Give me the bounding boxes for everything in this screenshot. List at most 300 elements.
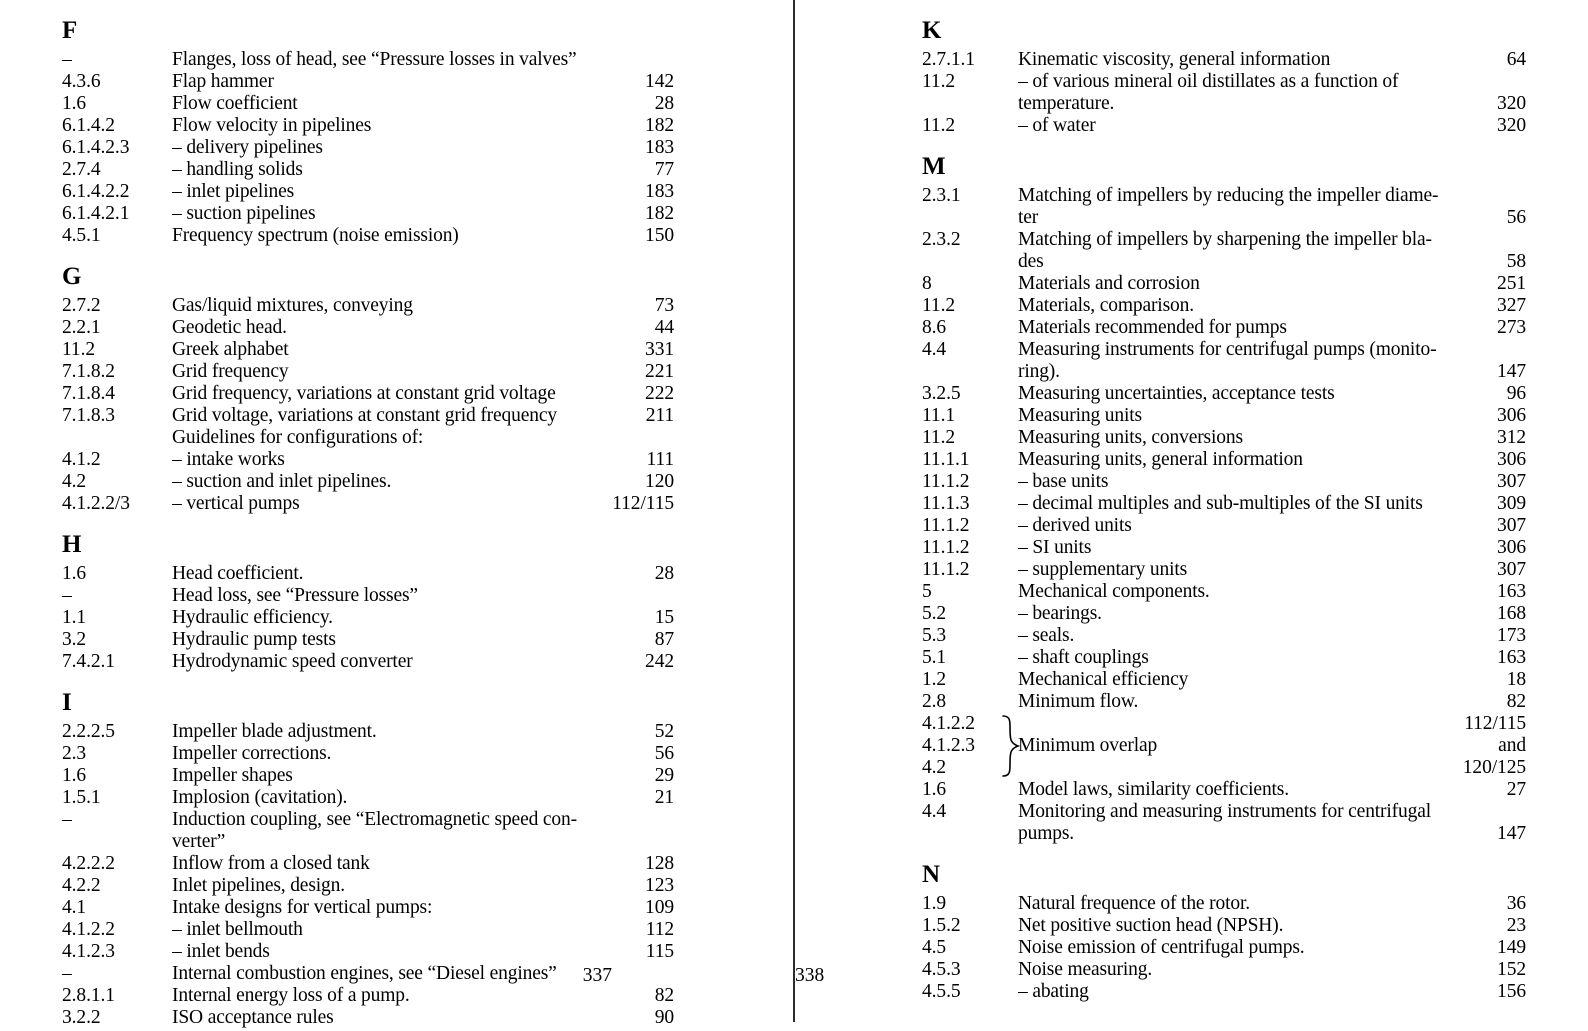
section-number: 11.2 [922, 427, 956, 448]
index-row [922, 537, 1526, 559]
index-row [62, 181, 674, 203]
section-number: 4.4 [922, 339, 947, 360]
entry-text: Minimum overlap [1018, 735, 1158, 756]
entry-text: – vertical pumps [172, 493, 300, 514]
dot-leader [430, 442, 592, 443]
entry-text: temperature. [1018, 93, 1115, 114]
index-entry [1018, 537, 1442, 559]
braced-index-row [922, 713, 1526, 735]
page-reference: 307 [1497, 559, 1526, 580]
index-entry [172, 49, 594, 71]
entry-text: – handling solids [172, 159, 303, 180]
index-row [922, 603, 1526, 625]
index-row [922, 937, 1526, 959]
entry-text: Materials recommended for pumps [1018, 317, 1287, 338]
section-number: 11.1.3 [922, 493, 970, 514]
index-row [62, 471, 674, 493]
entry-text: Flanges, loss of head, see “Pressure losses in valves” [172, 49, 577, 70]
dot-leader [310, 934, 592, 935]
right-page [795, 0, 1588, 1031]
entry-text: Net positive suction head (NPSH). [1018, 915, 1284, 936]
entry-text: Natural frequence of the rotor. [1018, 893, 1250, 914]
page-reference: 120/125 [1462, 757, 1526, 778]
entry-text: Kinematic viscosity, general information [1018, 49, 1331, 70]
index-row [62, 317, 674, 339]
dot-leader [1405, 86, 1440, 87]
index-row [922, 185, 1526, 207]
index-entry [172, 137, 594, 159]
entry-text: – intake works [172, 449, 285, 470]
index-row [62, 853, 674, 875]
entry-text: Measuring uncertainties, acceptance tests [1018, 383, 1335, 404]
dot-leader [1194, 574, 1440, 575]
index-entry [172, 361, 594, 383]
entry-text: Grid frequency, variations at constant grid voltage [172, 383, 556, 404]
index-entry [172, 607, 594, 629]
index-entry [172, 159, 594, 181]
entry-text: – shaft couplings [1018, 647, 1149, 668]
section-number: 5 [922, 581, 932, 602]
section-gap [62, 673, 674, 690]
index-row [922, 361, 1526, 383]
section-number: 11.1.1 [922, 449, 970, 470]
index-row [62, 831, 674, 853]
index-entry [1018, 229, 1442, 251]
dot-leader [310, 578, 592, 579]
entry-text: Guidelines for configurations of: [172, 427, 424, 448]
section-number: – [62, 963, 72, 984]
index-entry [172, 831, 594, 853]
index-row [922, 317, 1526, 339]
entry-text: – inlet bends [172, 941, 270, 962]
page-reference: 87 [654, 629, 674, 650]
entry-text: Hydraulic efficiency. [172, 607, 333, 628]
index-row [62, 295, 674, 317]
letter-heading-i: I [62, 689, 73, 716]
index-row [922, 115, 1526, 137]
page-reference: 307 [1497, 515, 1526, 536]
index-entry [172, 225, 594, 247]
dot-leader [295, 354, 592, 355]
page-reference: 173 [1497, 625, 1526, 646]
page-reference: 320 [1497, 93, 1526, 114]
section-number: 4.1.2.2 [922, 713, 975, 734]
index-row [62, 563, 674, 585]
section-number: 5.3 [922, 625, 947, 646]
page-reference: 147 [1497, 823, 1526, 844]
index-row [62, 203, 674, 225]
index-row [922, 801, 1526, 823]
dot-leader [1296, 794, 1440, 795]
index-entry [1018, 427, 1442, 449]
index-row [62, 159, 674, 181]
index-row [62, 629, 674, 651]
entry-text: Flap hammer [172, 71, 274, 92]
dot-leader [1145, 706, 1440, 707]
page-reference: 77 [654, 159, 674, 180]
index-entry [1018, 185, 1442, 207]
dot-leader [1096, 996, 1440, 997]
dot-leader [1103, 130, 1440, 131]
index-row [922, 295, 1526, 317]
page-reference: 120 [645, 471, 674, 492]
section-number: – [62, 809, 72, 830]
index-row [922, 273, 1526, 295]
entry-text: Head loss, see “Pressure losses” [172, 585, 418, 606]
dot-leader [1139, 530, 1440, 531]
index-entry [172, 809, 594, 831]
dot-leader [352, 890, 592, 891]
section-number: 7.1.8.3 [62, 405, 115, 426]
index-row [922, 493, 1526, 515]
entry-text: Greek alphabet [172, 339, 289, 360]
section-number: 4.5.1 [62, 225, 101, 246]
index-entry [1018, 515, 1442, 537]
index-row [922, 893, 1526, 915]
index-row [62, 137, 674, 159]
index-row [922, 691, 1526, 713]
braced-index-row [922, 757, 1526, 779]
page-reference: 183 [645, 137, 674, 158]
section-number: 4.5 [922, 937, 947, 958]
dot-leader [1257, 908, 1440, 909]
dot-leader [1115, 486, 1440, 487]
dot-leader [341, 1022, 592, 1023]
section-gap [62, 247, 674, 264]
entry-text: Minimum flow. [1018, 691, 1139, 712]
page-reference: 82 [654, 985, 674, 1006]
right-index-body [922, 18, 1526, 1003]
index-entry [172, 629, 594, 651]
entry-text: Hydraulic pump tests [172, 629, 336, 650]
index-row [62, 743, 674, 765]
section-number: 4.5.3 [922, 959, 961, 980]
index-row [922, 625, 1526, 647]
section-number: 11.1.2 [922, 515, 970, 536]
dot-leader [322, 218, 592, 219]
dot-leader [420, 310, 592, 311]
page-reference: 320 [1497, 115, 1526, 136]
dot-leader [1438, 816, 1440, 817]
section-number: 4.1.2 [62, 449, 101, 470]
index-row [62, 361, 674, 383]
page-reference: 331 [645, 339, 674, 360]
entry-text: Noise emission of centrifugal pumps. [1018, 937, 1305, 958]
dot-leader [1081, 838, 1440, 839]
section-number: 5.2 [922, 603, 947, 624]
index-entry [172, 743, 594, 765]
dot-leader [1337, 64, 1440, 65]
index-entry [172, 875, 594, 897]
index-row [62, 71, 674, 93]
index-entry [1018, 603, 1442, 625]
page-reference: 44 [654, 317, 674, 338]
entry-text: Matching of impellers by reducing the impeller diame- [1018, 185, 1439, 206]
dot-leader [420, 666, 592, 667]
letter-heading-n: N [922, 861, 941, 888]
section-number: 8.6 [922, 317, 947, 338]
index-entry [1018, 893, 1442, 915]
index-entry [172, 651, 594, 673]
index-row [62, 721, 674, 743]
index-entry [172, 1007, 594, 1029]
index-row [62, 1007, 674, 1029]
section-number: 4.1.2.3 [922, 735, 975, 756]
entry-text: Impeller shapes [172, 765, 293, 786]
index-row [62, 585, 674, 607]
page-reference: 156 [1497, 981, 1526, 1002]
braced-index-row [922, 735, 1526, 757]
section-number: 4.2.2.2 [62, 853, 115, 874]
index-row [922, 823, 1526, 845]
dot-leader [343, 644, 592, 645]
entry-text: ter [1018, 207, 1039, 228]
entry-text: Inflow from a closed tank [172, 853, 370, 874]
dot-leader [417, 1000, 592, 1001]
dot-leader [425, 600, 592, 601]
dot-leader [1342, 398, 1440, 399]
index-row [922, 229, 1526, 251]
index-row [62, 115, 674, 137]
page-reference: 306 [1497, 405, 1526, 426]
index-row [62, 49, 674, 71]
dot-leader [584, 64, 592, 65]
page-reference: 182 [645, 115, 674, 136]
entry-text: Grid frequency [172, 361, 289, 382]
entry-text: Mechanical components. [1018, 581, 1210, 602]
section-number: 1.6 [62, 93, 87, 114]
section-number: 11.1.2 [922, 471, 970, 492]
page-reference: 309 [1497, 493, 1526, 514]
dot-leader [340, 622, 592, 623]
index-entry [1018, 691, 1442, 713]
index-row [62, 383, 674, 405]
index-entry [172, 985, 594, 1007]
entry-text: Frequency spectrum (noise emission) [172, 225, 459, 246]
dot-leader [466, 240, 592, 241]
index-entry [172, 71, 594, 93]
section-number: 3.2 [62, 629, 87, 650]
dot-leader [1109, 618, 1440, 619]
dot-leader [277, 956, 592, 957]
page-reference: 112/115 [1464, 713, 1526, 734]
index-entry [1018, 383, 1442, 405]
section-number: 11.1.2 [922, 559, 970, 580]
entry-text: Internal combustion engines, see “Diesel engines” [172, 963, 557, 984]
section-number: 2.7.1.1 [922, 49, 975, 70]
dot-leader [564, 420, 592, 421]
page-reference: 147 [1497, 361, 1526, 382]
dot-leader [1081, 640, 1440, 641]
page-reference: 128 [645, 853, 674, 874]
index-entry [172, 449, 594, 471]
page-reference: 28 [654, 563, 674, 584]
section-number: 8 [922, 273, 932, 294]
entry-text: pumps. [1018, 823, 1074, 844]
section-number: 1.6 [62, 563, 87, 584]
index-entry [1018, 273, 1442, 295]
index-row [62, 809, 674, 831]
section-number: 11.1.2 [922, 537, 970, 558]
page-reference: 312 [1497, 427, 1526, 448]
index-row [62, 941, 674, 963]
page-reference: 163 [1497, 647, 1526, 668]
index-entry [172, 295, 594, 317]
index-entry [172, 427, 594, 449]
section-number: 2.8 [922, 691, 947, 712]
section-number: 6.1.4.2.2 [62, 181, 130, 202]
section-number: 4.2 [62, 471, 87, 492]
index-row [62, 787, 674, 809]
page-reference: 112 [645, 919, 674, 940]
section-number: 2.7.4 [62, 159, 101, 180]
page-reference: 56 [654, 743, 674, 764]
dot-leader [1067, 376, 1440, 377]
index-entry [172, 181, 594, 203]
dot-leader [378, 130, 592, 131]
page-reference: 82 [1506, 691, 1526, 712]
index-row [922, 647, 1526, 669]
page-reference: 90 [654, 1007, 674, 1028]
section-number: 4.5.5 [922, 981, 961, 1002]
letter-heading-f: F [62, 17, 78, 44]
index-entry [1018, 772, 1442, 773]
index-entry [1018, 937, 1442, 959]
page-reference: 115 [645, 941, 674, 962]
page-reference: 109 [645, 897, 674, 918]
index-row [922, 471, 1526, 493]
page-reference: 327 [1497, 295, 1526, 316]
section-number: – [62, 49, 72, 70]
section-number: 11.2 [922, 71, 956, 92]
section-number: 5.1 [922, 647, 947, 668]
index-entry [1018, 669, 1442, 691]
index-row [922, 669, 1526, 691]
index-entry [1018, 801, 1442, 823]
dot-leader [300, 780, 592, 781]
dot-leader [1312, 952, 1440, 953]
page-reference: 111 [646, 449, 674, 470]
index-row [62, 339, 674, 361]
index-entry [172, 897, 594, 919]
index-row [62, 985, 674, 1007]
index-entry [1018, 779, 1442, 801]
dot-leader [1290, 930, 1440, 931]
section-number: 2.8.1.1 [62, 985, 115, 1006]
entry-text: Induction coupling, see “Electromagnetic speed con- [172, 809, 577, 830]
section-number: 2.2.2.5 [62, 721, 115, 742]
page-reference: 149 [1497, 937, 1526, 958]
entry-text: Grid voltage, variations at constant grid frequency [172, 405, 557, 426]
entry-text: Hydrodynamic speed converter [172, 651, 413, 672]
section-number: 1.1 [62, 607, 87, 628]
dot-leader [377, 868, 592, 869]
index-row [922, 49, 1526, 71]
index-row [62, 427, 674, 449]
entry-text: Mechanical efficiency [1018, 669, 1189, 690]
entry-text: – bearings. [1018, 603, 1102, 624]
page-reference: 306 [1497, 449, 1526, 470]
index-entry [1018, 625, 1442, 647]
index-entry [1018, 735, 1442, 757]
dot-leader [1294, 332, 1440, 333]
entry-text: Inlet pipelines, design. [172, 875, 345, 896]
index-entry [172, 383, 594, 405]
entry-text: Noise measuring. [1018, 959, 1153, 980]
index-row [922, 581, 1526, 603]
section-number: 6.1.4.2 [62, 115, 115, 136]
dot-leader [1156, 662, 1440, 663]
index-entry [1018, 317, 1442, 339]
entry-text: Matching of impellers by sharpening the impeller bla- [1018, 229, 1432, 250]
page-reference: 150 [645, 225, 674, 246]
index-entry [172, 493, 594, 515]
section-number: 11.2 [922, 295, 956, 316]
dot-leader [292, 464, 592, 465]
index-entry [1018, 207, 1442, 229]
entry-text: Measuring units, general information [1018, 449, 1303, 470]
page-reference: and [1498, 735, 1526, 756]
entry-text: – suction pipelines [172, 203, 316, 224]
index-row [922, 251, 1526, 273]
entry-text: Measuring units [1018, 405, 1142, 426]
section-number: 1.9 [922, 893, 947, 914]
dot-leader [1201, 310, 1440, 311]
page-reference: 73 [654, 295, 674, 316]
entry-text: – of various mineral oil distillates as a function of [1018, 71, 1399, 92]
index-entry [1018, 449, 1442, 471]
dot-leader [1149, 420, 1440, 421]
index-entry [1018, 339, 1442, 361]
entry-text: Gas/liquid mixtures, conveying [172, 295, 413, 316]
index-row [62, 897, 674, 919]
letter-heading-g: G [62, 263, 82, 290]
page-reference: 58 [1506, 251, 1526, 272]
index-row [62, 607, 674, 629]
entry-text: Monitoring and measuring instruments for centrifugal [1018, 801, 1431, 822]
page-reference: 211 [645, 405, 674, 426]
page-reference: 27 [1506, 779, 1526, 800]
section-number: 6.1.4.2.3 [62, 137, 130, 158]
entry-text: Impeller blade adjustment. [172, 721, 377, 742]
section-number: 3.2.5 [922, 383, 961, 404]
letter-heading-h: H [62, 531, 82, 558]
index-row [62, 405, 674, 427]
section-number: 1.5.2 [922, 915, 961, 936]
page-reference: 221 [645, 361, 674, 382]
entry-text: – suction and inlet pipelines. [172, 471, 392, 492]
section-number: 1.6 [62, 765, 87, 786]
index-entry [172, 317, 594, 339]
dot-leader [398, 486, 592, 487]
dot-leader [1310, 464, 1440, 465]
section-number: 4.1.2.2/3 [62, 493, 130, 514]
index-entry [1018, 251, 1442, 273]
index-row [62, 493, 674, 515]
dot-leader [301, 196, 592, 197]
page-reference: 152 [1497, 959, 1526, 980]
entry-text: Impeller corrections. [172, 743, 332, 764]
section-gap [922, 137, 1526, 154]
page-reference: 168 [1497, 603, 1526, 624]
index-row [922, 71, 1526, 93]
index-row [922, 915, 1526, 937]
index-entry [1018, 405, 1442, 427]
index-entry [1018, 49, 1442, 71]
dot-leader [307, 508, 592, 509]
dot-leader [281, 86, 592, 87]
index-entry [1018, 115, 1442, 137]
